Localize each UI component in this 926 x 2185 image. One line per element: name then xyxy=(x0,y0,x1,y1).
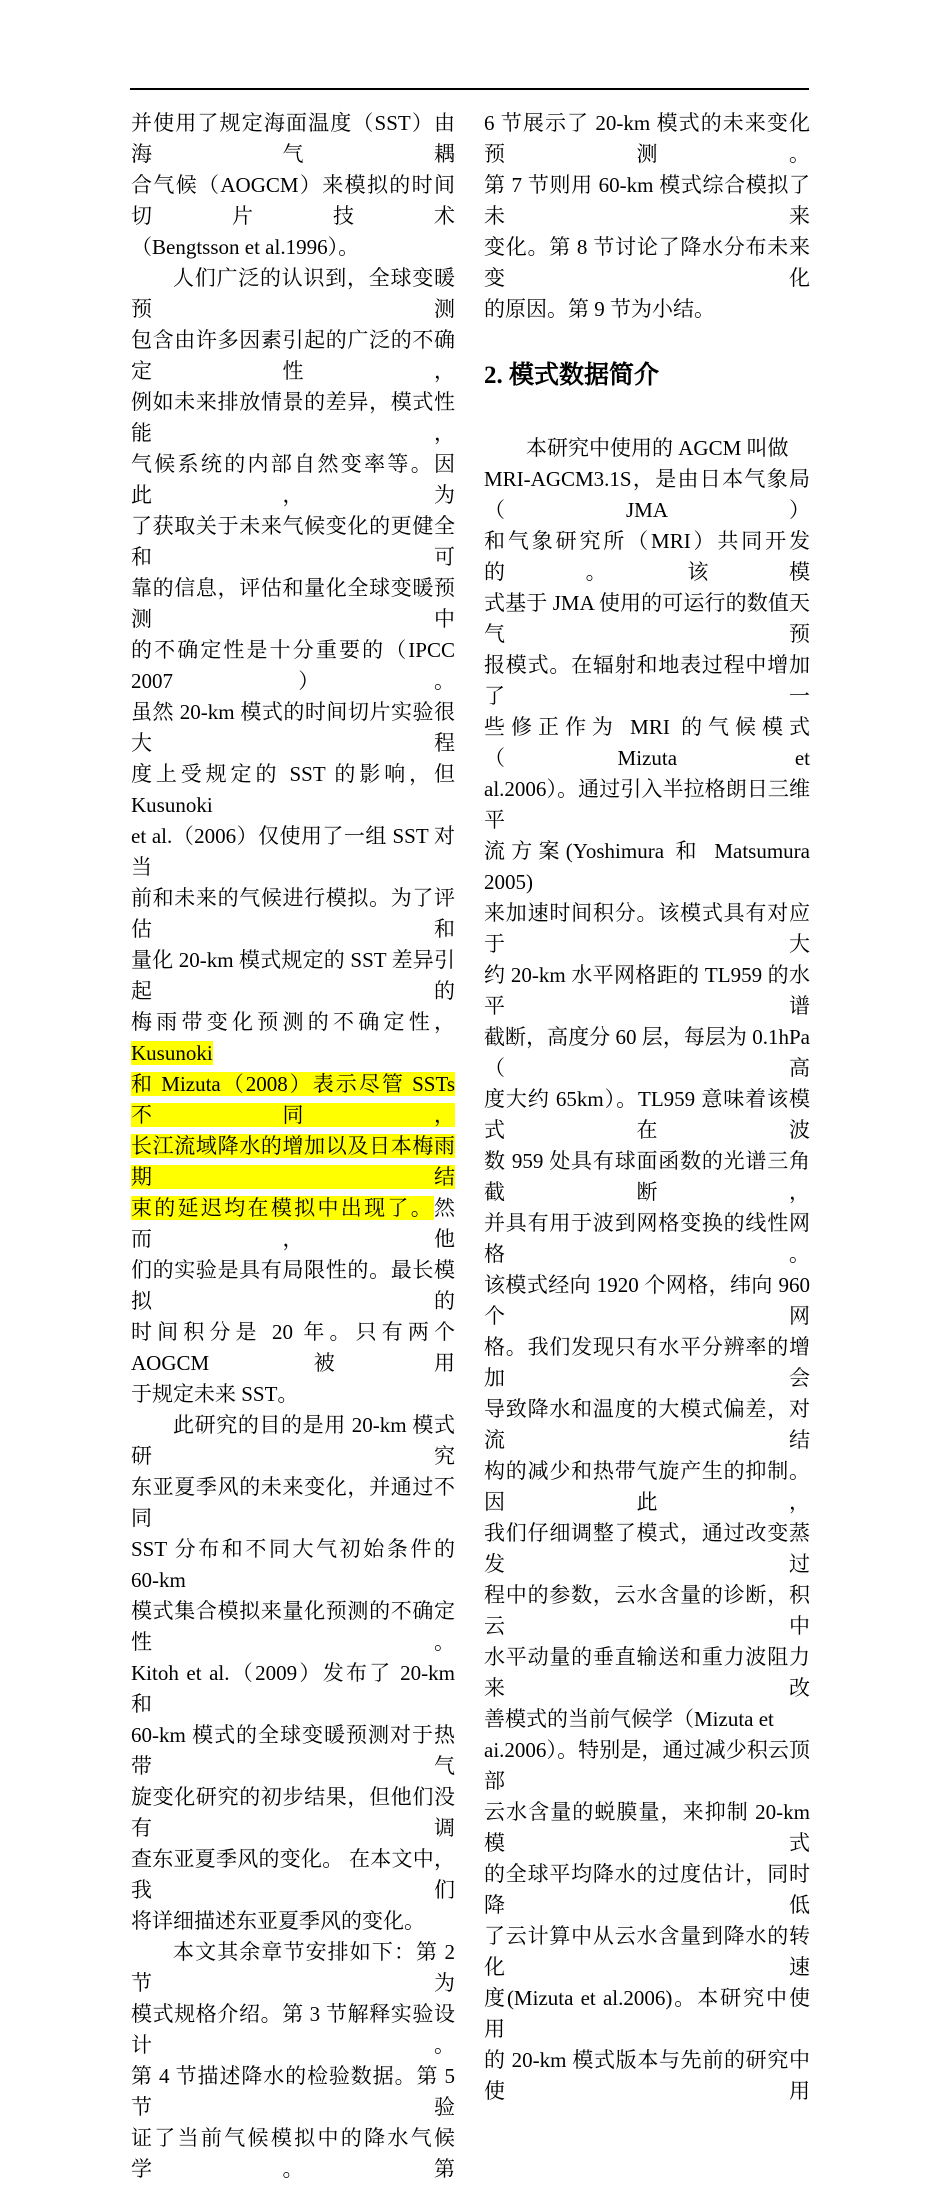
text-line xyxy=(131,883,455,945)
text-segment: 流方案(Yoshimura 和 Matsumura 2005) xyxy=(484,839,810,894)
text-segment: 变化。第 8 节讨论了降水分布未来变化 xyxy=(484,235,810,290)
text-segment: 时间积分是 20 年。只有两个 AOGCM 被用 xyxy=(131,1320,455,1375)
text-segment: 旋变化研究的初步结果，但他们没有调 xyxy=(131,1785,455,1840)
text-segment: 包含由许多因素引起的广泛的不确定性， xyxy=(131,328,455,383)
text-line xyxy=(131,1906,455,1937)
text-line xyxy=(484,1518,810,1580)
text-line xyxy=(131,1193,455,1255)
text-line xyxy=(131,325,455,387)
highlighted-text-segment: 和 Mizuta（2008）表示尽管 SSTs 不同， xyxy=(131,1072,455,1127)
text-segment: 前和未来的气候进行模拟。为了评估和 xyxy=(131,886,455,941)
right-body-text xyxy=(484,433,810,2107)
text-segment: 人们广泛的认识到，全球变暖预测 xyxy=(131,266,455,321)
text-segment: 来加速时间积分。该模式具有对应于大 xyxy=(484,901,810,956)
text-line xyxy=(131,1937,455,1999)
text-segment: 报模式。在辐射和地表过程中增加了一 xyxy=(484,653,810,708)
text-segment: 合气候（AOGCM）来模拟的时间切片技术 xyxy=(131,173,455,228)
text-line xyxy=(484,1859,810,1921)
text-segment: 导致降水和温度的大模式偏差，对流结 xyxy=(484,1397,810,1452)
text-line xyxy=(131,1844,455,1906)
text-line xyxy=(484,1394,810,1456)
text-line xyxy=(131,759,455,821)
text-segment: 东亚夏季风的未来变化，并通过不同 xyxy=(131,1475,455,1530)
text-segment: 构的减少和热带气旋产生的抑制。因此， xyxy=(484,1459,810,1514)
text-line xyxy=(131,1534,455,1596)
text-segment: 度(Mizuta et al.2006)。本研究中使用 xyxy=(484,1986,810,2041)
text-line xyxy=(131,1782,455,1844)
text-line xyxy=(131,2123,455,2185)
text-segment: al.2006）。通过引入半拉格朗日三维平 xyxy=(484,777,810,832)
text-line xyxy=(131,387,455,449)
text-line xyxy=(131,1410,455,1472)
text-segment: ai.2006）。特别是，通过减少积云顶部 xyxy=(484,1738,810,1793)
text-segment: 度上受规定的 SST 的影响，但 Kusunoki xyxy=(131,762,455,817)
text-segment: 气候系统的内部自然变率等。因此，为 xyxy=(131,452,455,507)
text-line xyxy=(484,1084,810,1146)
text-line xyxy=(484,2045,810,2107)
text-segment: 第 7 节则用 60-km 模式综合模拟了未来 xyxy=(484,173,810,228)
text-line xyxy=(484,1022,810,1084)
text-segment: 于规定未来 SST。 xyxy=(131,1382,299,1406)
text-segment: 本文其余章节安排如下：第 2 节为 xyxy=(131,1940,455,1995)
text-segment: SST 分布和不同大气初始条件的 60-km xyxy=(131,1537,455,1592)
text-segment: 证了当前气候模拟中的降水气候学。第 xyxy=(131,2126,455,2181)
text-line xyxy=(131,635,455,697)
text-segment: 虽然 20-km 模式的时间切片实验很大程 xyxy=(131,700,455,755)
text-segment: 例如未来排放情景的差异，模式性能， xyxy=(131,390,455,445)
text-line xyxy=(484,1580,810,1642)
text-segment: 约 20-km 水平网格距的 TL959 的水平谱 xyxy=(484,963,810,1018)
text-line xyxy=(484,898,810,960)
text-line xyxy=(484,526,810,588)
text-line xyxy=(131,511,455,573)
text-line xyxy=(131,1131,455,1193)
text-line xyxy=(131,697,455,759)
text-segment: 式基于 JMA 使用的可运行的数值天气预 xyxy=(484,591,810,646)
text-line xyxy=(484,1921,810,1983)
text-segment: 数 959 处具有球面函数的光谱三角截断， xyxy=(484,1149,810,1204)
text-line xyxy=(131,449,455,511)
text-segment: 此研究的目的是用 20-km 模式研究 xyxy=(131,1413,455,1468)
text-line xyxy=(131,1069,455,1131)
text-segment: 的不确定性是十分重要的（IPCC 2007）。 xyxy=(131,638,455,693)
left-column xyxy=(131,108,455,2185)
text-segment: 截断，高度分 60 层，每层为 0.1hPa（高 xyxy=(484,1025,810,1080)
text-segment: MRI-AGCM3.1S，是由日本气象局（JMA） xyxy=(484,467,810,522)
text-segment: 的原因。第 9 节为小结。 xyxy=(484,297,715,321)
text-line xyxy=(484,433,810,464)
text-line xyxy=(131,945,455,1007)
text-segment: 60-km 模式的全球变暖预测对于热带气 xyxy=(131,1723,455,1778)
text-line xyxy=(131,1379,455,1410)
highlighted-text-segment: 束的延迟均在模拟中出现了。 xyxy=(131,1196,434,1220)
highlighted-text-segment: Kusunoki xyxy=(131,1041,213,1065)
text-segment: 些修正作为 MRI 的气候模式（Mizuta et xyxy=(484,715,810,770)
left-column-text xyxy=(131,108,455,2185)
text-line xyxy=(131,108,455,170)
text-line xyxy=(484,1456,810,1518)
text-segment: 云水含量的蜕膜量，来抑制 20-km 模式 xyxy=(484,1800,810,1855)
right-column xyxy=(484,108,810,2107)
text-line xyxy=(484,1146,810,1208)
text-line xyxy=(484,294,810,325)
text-segment: 模式规格介绍。第 3 节解释实验设计。 xyxy=(131,2002,455,2057)
text-segment: 模式集合模拟来量化预测的不确定性。 xyxy=(131,1599,455,1654)
text-segment: 本研究中使用的 AGCM 叫做 xyxy=(526,436,789,460)
text-segment: et al.（2006）仅使用了一组 SST 对当 xyxy=(131,824,455,879)
text-segment: 和气象研究所（MRI）共同开发的。该模 xyxy=(484,529,810,584)
text-segment: 度大约 65km）。TL959 意味着该模式在波 xyxy=(484,1087,810,1142)
text-segment: 然而，他 xyxy=(131,1196,455,1251)
text-segment: Kitoh et al.（2009）发布了 20-km 和 xyxy=(131,1661,455,1716)
text-line xyxy=(484,1208,810,1270)
text-segment: 我们仔细调整了模式，通过改变蒸发过 xyxy=(484,1521,810,1576)
text-line xyxy=(484,960,810,1022)
text-line xyxy=(131,1720,455,1782)
text-line xyxy=(484,1704,810,1735)
section-heading: 2. 模式数据简介 xyxy=(484,362,660,389)
text-line xyxy=(484,108,810,170)
text-line xyxy=(131,170,455,232)
text-line xyxy=(131,573,455,635)
text-segment: 梅雨带变化预测的不确定性， xyxy=(131,1010,455,1034)
text-segment: 将详细描述东亚夏季风的变化。 xyxy=(131,1909,425,1933)
text-segment: 的 20-km 模式版本与先前的研究中使用 xyxy=(484,2048,810,2103)
text-line xyxy=(484,464,810,526)
text-line xyxy=(484,1797,810,1859)
text-segment: 的全球平均降水的过度估计，同时降低 xyxy=(484,1862,810,1917)
text-segment: 了云计算中从云水含量到降水的转化速 xyxy=(484,1924,810,1979)
text-line xyxy=(484,588,810,650)
text-segment: （Bengtsson et al.1996）。 xyxy=(131,235,360,259)
highlighted-text-segment: 长江流域降水的增加以及日本梅雨期结 xyxy=(131,1134,455,1189)
text-segment: 6 节展示了 20-km 模式的未来变化预测。 xyxy=(484,111,810,166)
text-segment: 靠的信息，评估和量化全球变暖预测中 xyxy=(131,576,455,631)
right-intro-text xyxy=(484,108,810,325)
text-segment: 查东亚夏季风的变化。 在本文中，我们 xyxy=(131,1847,455,1902)
text-segment: 水平动量的垂直输送和重力波阻力来改 xyxy=(484,1645,810,1700)
text-line xyxy=(131,821,455,883)
text-line xyxy=(484,232,810,294)
text-segment: 该模式经向 1920 个网格，纬向 960 个网 xyxy=(484,1273,810,1328)
text-line xyxy=(484,1270,810,1332)
text-line xyxy=(131,1007,455,1069)
text-line xyxy=(131,1596,455,1658)
text-segment: 格。我们发现只有水平分辨率的增加会 xyxy=(484,1335,810,1390)
text-segment: 程中的参数，云水含量的诊断，积云中 xyxy=(484,1583,810,1638)
text-line xyxy=(131,1317,455,1379)
text-line xyxy=(131,263,455,325)
text-line xyxy=(484,1332,810,1394)
text-line xyxy=(484,1983,810,2045)
header-rule xyxy=(130,88,809,90)
text-line xyxy=(131,232,455,263)
text-line xyxy=(484,650,810,712)
text-line xyxy=(131,1999,455,2061)
text-line xyxy=(131,1255,455,1317)
text-line xyxy=(484,1642,810,1704)
text-segment: 并具有用于波到网格变换的线性网格。 xyxy=(484,1211,810,1266)
text-segment: 量化 20-km 模式规定的 SST 差异引起的 xyxy=(131,948,455,1003)
text-segment: 善模式的当前气候学（Mizuta et xyxy=(484,1707,774,1731)
text-line xyxy=(484,712,810,774)
text-segment: 第 4 节描述降水的检验数据。第 5 节验 xyxy=(131,2064,455,2119)
text-segment: 们的实验是具有局限性的。最长模拟的 xyxy=(131,1258,455,1313)
text-line xyxy=(484,1735,810,1797)
text-line xyxy=(484,836,810,898)
text-line xyxy=(484,774,810,836)
text-line xyxy=(131,2061,455,2123)
text-segment: 并使用了规定海面温度（SST）由海气耦 xyxy=(131,111,455,166)
text-line xyxy=(484,170,810,232)
text-line xyxy=(131,1472,455,1534)
text-line xyxy=(131,1658,455,1720)
text-segment: 了获取关于未来气候变化的更健全和可 xyxy=(131,514,455,569)
